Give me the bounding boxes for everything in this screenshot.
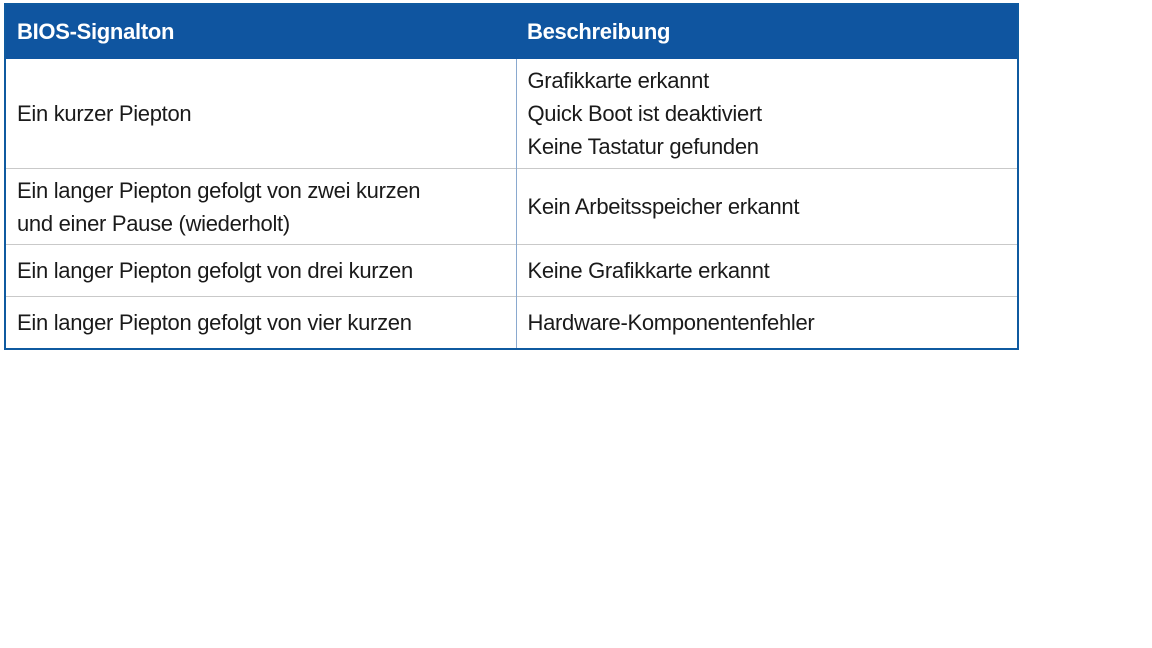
table-row: [5, 169, 1018, 245]
signal-cell: [5, 59, 516, 169]
signal-text: Ein langer Piepton gefolgt von drei kurzen: [17, 258, 413, 283]
signal-text: und einer Pause (wiederholt): [17, 210, 290, 236]
header-row: [5, 4, 1018, 59]
description-text: Hardware-Komponentenfehler: [527, 310, 815, 335]
signal-text: Ein langer Piepton gefolgt von vier kurzen: [17, 310, 412, 335]
description-cell: [516, 169, 1018, 245]
signal-text: Ein langer Piepton gefolgt von zwei kurzen: [17, 177, 421, 203]
table-header: [5, 4, 1018, 59]
description-cell: [516, 297, 1018, 350]
signal-text: Ein kurzer Piepton: [17, 101, 192, 126]
column-header-description: Beschreibung: [516, 4, 1018, 59]
signal-cell: [5, 169, 516, 245]
description-text: Kein Arbeitsspeicher erkannt: [527, 194, 800, 219]
description-cell: [516, 245, 1018, 297]
table-row: [5, 59, 1018, 169]
table-row: [5, 297, 1018, 350]
signal-cell: [5, 297, 516, 350]
column-header-signal: BIOS-Signalton: [5, 4, 516, 59]
description-text: Quick Boot ist deaktiviert: [527, 101, 762, 126]
description-text: Keine Grafikkarte erkannt: [527, 258, 770, 283]
description-cell: [516, 59, 1018, 169]
signal-cell: [5, 245, 516, 297]
description-text: Keine Tastatur gefunden: [527, 134, 759, 159]
description-text: Grafikkarte erkannt: [527, 68, 709, 93]
table-row: [5, 245, 1018, 297]
bios-beep-code-table: [4, 3, 1019, 350]
table-body: [5, 59, 1018, 349]
